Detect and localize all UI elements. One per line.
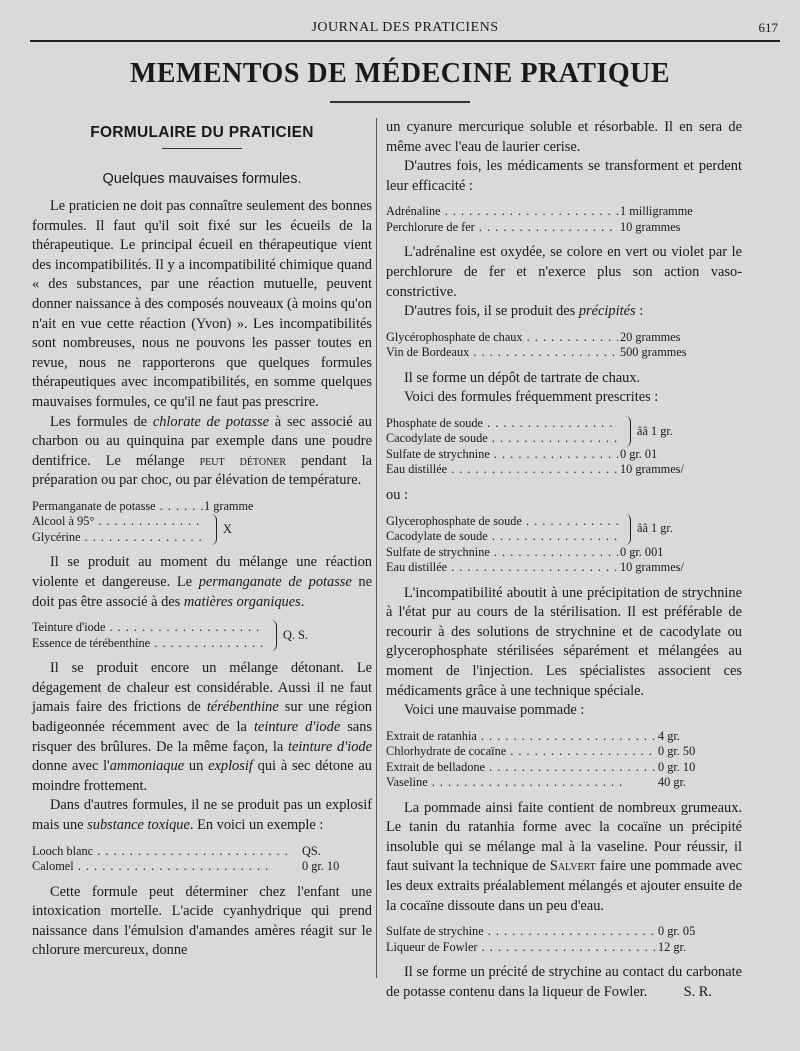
ingredient-name: Phosphate de soude . . .	[386, 416, 618, 432]
ingredient-qty: 500 grammes	[620, 345, 687, 360]
author-signature: S. R.	[683, 983, 712, 1000]
paragraph: Le praticien ne doit pas connaître seulement des bonnes formules. Il faut qu'il soit fixé sur les écueils de la thérapeutique. Le principal écueil en thérapeutique vient des incompatibilités. Il y a incompatibilité chimique quand « des substances, par une réaction mutuelle, peuvent donner naissance à des composés nouveaux (à moins qu'on n'ait en vue cette réaction (Yvon) ». Les incompatibilités sont nombreuses, nous ne pouvons les passer toutes en revue, nous ne rapporterons que quelques formules thérapeutiques avec incompatibilités, en somme quelques mauvaises formules, ce qu'il ne faut pas prescrire.	[32, 198, 372, 410]
column-divider	[376, 118, 377, 978]
ingredient-qty: 10 grammes	[620, 219, 681, 234]
ingredient-name: Sulfate de strychnine . . .	[386, 447, 618, 463]
paragraph: L'adrénaline est oxydée, se colore en vert ou violet par le perchlorure de fer et n'exerce plus son action vaso-constrictive.	[386, 244, 742, 300]
ingredient-name: Teinture d'iode . . .	[32, 620, 264, 636]
formula-row	[386, 560, 742, 576]
formula-block	[386, 416, 742, 478]
ingredient-qty: 12 gr.	[658, 939, 687, 954]
ingredient-qty: 0 gr. 001	[620, 544, 664, 559]
ingredient-name: Sulfate de strychnine . . .	[386, 545, 618, 561]
formula-block	[386, 204, 742, 235]
ingredient-qty: 40 gr.	[658, 775, 687, 790]
formula-row	[32, 499, 372, 515]
section-rule	[162, 148, 242, 149]
ingredient-name: Looch blanc . . .	[32, 844, 302, 860]
page-number: 617	[758, 20, 778, 35]
formula-group	[32, 514, 372, 545]
right-column	[386, 118, 742, 1002]
formula-block	[386, 330, 742, 361]
ingredient-qty: 0 gr. 01	[620, 446, 658, 461]
paragraph: Il se forme un dépôt de tartrate de chaux.	[404, 369, 641, 386]
formula-group	[386, 416, 742, 447]
section-title: FORMULAIRE DU PRATICIEN	[90, 124, 314, 141]
ingredient-name: Eau distillée . . .	[386, 560, 618, 576]
formula-block	[386, 729, 742, 791]
ingredient-name: Calomel . . .	[32, 859, 302, 875]
formula-block	[386, 924, 742, 955]
formula-row	[386, 924, 742, 940]
formula-row	[386, 462, 742, 478]
ingredient-name: Cacodylate de soude . . .	[386, 529, 618, 545]
paragraph: L'incompatibilité aboutit à une précipitation de strychnine à l'état pur au cours de la stérilisation. Il est préférable de recourir à des solutions de strychnine et de cacodylate ou glycerophosphate stérilisées séparément et mélangées au moment de l'injection. Les spécialistes associent ces médicaments grâce à une technique spéciale.	[386, 584, 742, 699]
ingredient-qty: QS.	[302, 843, 321, 858]
paragraph: Les formules de chlorate de potasse à sec associé au charbon ou au quinquina par exemple dans une poudre dentifrice. Le mélange peut détoner pendant la préparation ou par choc, ou par élévation de température.	[32, 413, 372, 489]
formula-row	[386, 204, 742, 220]
formula-row	[386, 345, 742, 361]
formula-row	[386, 330, 742, 346]
ingredient-qty: 20 grammes	[620, 329, 681, 344]
paragraph: Dans d'autres formules, il ne se produit pas un explosif mais une substance toxique. En voici un exemple :	[32, 797, 372, 833]
title-rule	[330, 101, 470, 103]
paragraph: Cette formule peut déterminer chez l'enfant une intoxication mortelle. L'acide cyanhydrique qui prend naissance dans l'émulsion d'amandes amères réagit sur le chlorure mercureux, donne	[32, 883, 372, 959]
ingredient-name: Extrait de ratanhia . . .	[386, 729, 656, 745]
paragraph: un cyanure mercurique soluble et résorbable. Il en sera de même avec l'eau de laurier cerise.	[386, 119, 742, 155]
formula-row	[386, 744, 742, 760]
brace	[206, 514, 217, 545]
ingredient-qty: 0 gr. 05	[658, 924, 696, 939]
ingredient-qty: 0 gr. 10	[302, 859, 340, 874]
ingredient-qty: Q. S.	[283, 627, 308, 642]
left-column	[32, 118, 372, 961]
ingredient-qty: 0 gr. 10	[658, 759, 696, 774]
formula-row	[386, 729, 742, 745]
running-header	[30, 18, 780, 42]
paragraph: D'autres fois, les médicaments se transforment et perdent leur efficacité :	[386, 158, 742, 194]
ingredient-name: Liqueur de Fowler . . .	[386, 940, 656, 956]
formula-row	[386, 447, 742, 463]
journal-name: JOURNAL DES PRATICIENS	[311, 20, 499, 35]
brace	[620, 514, 631, 545]
ingredient-qty: 10 grammes/	[620, 462, 684, 477]
ingredient-name: Vaseline . . .	[386, 775, 656, 791]
brace	[266, 620, 277, 651]
ingredient-qty: 1 gramme	[204, 498, 254, 513]
paragraph: Voici une mauvaise pommade :	[404, 702, 585, 719]
ingredient-qty: ââ 1 gr.	[637, 423, 673, 438]
formula-row	[386, 940, 742, 956]
paragraph: La pommade ainsi faite contient de nombreux grumeaux. Le tanin du ratanhia forme avec la cocaïne un précipité insoluble qui se mélange mal à la vaseline. Pour réussir, il faut suivant la technique de Salvert faire une pommade avec les deux extraits préalablement mélangés et ajouter ensuite de la cocaïne dissoute dans un peu d'eau.	[386, 799, 742, 914]
paragraph: ou :	[386, 486, 408, 503]
formula-row	[32, 859, 372, 875]
formula-row	[386, 760, 742, 776]
ingredient-name: Sulfate de strychine . . .	[386, 924, 656, 940]
formula-row	[386, 545, 742, 561]
paragraph: Il se produit au moment du mélange une réaction violente et dangereuse. Le permanganate de potasse ne doit pas être associé à des matières organiques.	[32, 554, 372, 610]
ingredient-name: Permanganate de potasse . . .	[32, 499, 204, 515]
ingredient-qty: X	[223, 522, 232, 537]
ingredient-qty: 1 milligramme	[620, 204, 693, 219]
ingredient-qty: 0 gr. 50	[658, 744, 696, 759]
ingredient-qty: 10 grammes/	[620, 560, 684, 575]
ingredient-name: Cacodylate de soude . . .	[386, 431, 618, 447]
formula-block	[32, 620, 372, 651]
ingredient-name: Glycérophosphate de chaux . . .	[386, 330, 618, 346]
formula-row	[386, 220, 742, 236]
subsection-title: Quelques mauvaises formules.	[102, 171, 302, 187]
paragraph: Il se forme un précité de strychine au contact du carbonate de potasse contenu dans la liqueur de Fowler. S. R.	[386, 963, 742, 1002]
ingredient-name: Perchlorure de fer . . .	[386, 220, 618, 236]
ingredient-name: Essence de térébenthine . . .	[32, 636, 264, 652]
ingredient-name: Chlorhydrate de cocaïne . . .	[386, 744, 656, 760]
ingredient-name: Alcool à 95° . . .	[32, 514, 204, 530]
ingredient-qty: 4 gr.	[658, 728, 680, 743]
ingredient-qty: ââ 1 gr.	[637, 521, 673, 536]
formula-row	[386, 775, 742, 791]
ingredient-name: Adrénaline . . .	[386, 204, 618, 220]
ingredient-name: Eau distillée . . .	[386, 462, 618, 478]
ingredient-name: Extrait de belladone . . .	[386, 760, 656, 776]
page-title: MEMENTOS DE MÉDECINE PRATIQUE	[129, 58, 671, 89]
ingredient-name: Glycerophosphate de soude . . .	[386, 514, 618, 530]
formula-block	[32, 844, 372, 875]
paragraph: Il se produit encore un mélange détonant. Le dégagement de chaleur est considérable. Aussi il ne faut jamais faire des frictions de térébenthine sur une région badigeonnée récemment avec de la teinture d'iode sans risquer des brûlures. De la même façon, la teinture d'iode donne avec l'ammoniaque un explosif qui à sec détone au moindre frottement.	[32, 660, 373, 794]
ingredient-name: Glycérine . . .	[32, 530, 204, 546]
formula-row	[32, 844, 372, 860]
formula-group	[386, 514, 742, 545]
paragraph: D'autres fois, il se produit des précipités :	[404, 303, 644, 320]
formula-group	[32, 620, 372, 651]
brace	[620, 416, 631, 447]
paragraph: Voici des formules fréquemment prescrites :	[404, 389, 659, 406]
formula-block	[386, 514, 742, 576]
formula-block	[32, 499, 372, 546]
ingredient-name: Vin de Bordeaux . . .	[386, 345, 618, 361]
